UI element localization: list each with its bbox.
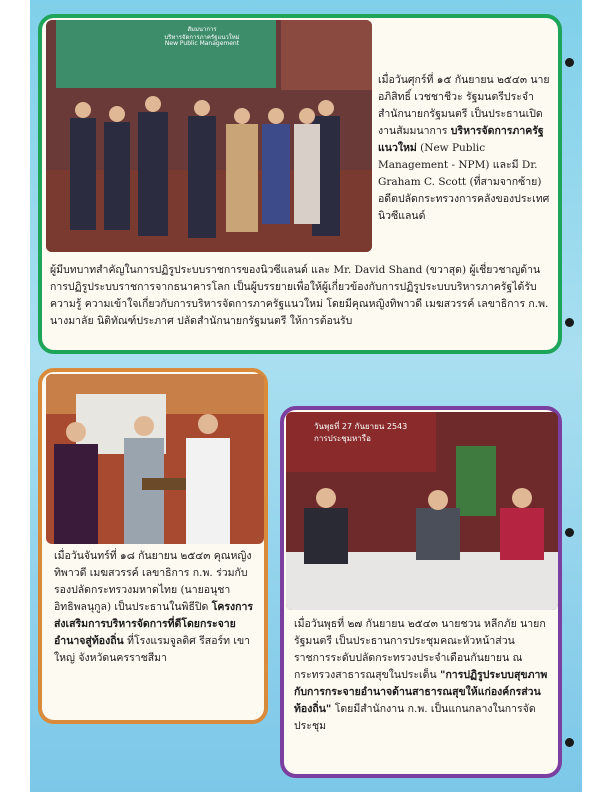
left-news-panel [38,368,268,724]
right-text-intro: เมื่อวันพุธที่ ๒๗ กันยายน ๒๕๔๓ นายชวน หลีกภัย นายกรัฐมนตรี เป็นประธานการประชุมคณะหัวหน้าส่วนราชการระดับปลัดกระทรวงประจำเดือนกันยายน ณ กระทรวงสาธารณสุขในประเด็น [294,618,546,681]
right-text-closing: โดยมีสำนักงาน ก.พ. เป็นแกนกลางในการจัดประชุม [294,703,536,732]
project-title: โครงการส่งเสริมการบริหารจัดการที่ดีโดยกระจายอำนาจสู่ท้องถิ่น [54,601,254,647]
meeting-topic: "การปฏิรูประบบสุขภาพกับการกระจายอำนาจด้านสาธารณสุขให้แก่องค์กรส่วนท้องถิ่น" [294,669,548,715]
punch-hole [565,58,574,67]
award-ceremony-photo [46,374,264,544]
punch-hole [565,318,574,327]
top-bottom-text: ผู้มีบทบาทสำคัญในการปฏิรูประบบราชการของนิวซีแลนด์ และ Mr. David Shand (ขวาสุด) ผู้เชี่ยวชาญด้านการปฏิรูประบบราชการจากธนาคารโลก เป็นผู้บรรยายเพื่อให้ผู้เกี่ยวข้องกับการปฏิรูประบบบริหารภาครัฐได้รับความรู้ ความเข้าใจเกี่ยวกับการบริหารจัดการภาครัฐแนวใหม่ โดยมีคุณหญิงทิพาวดี เมฆสวรรค์ เลขาธิการ ก.พ. นางมาลัย นิติทัณฑ์ประภาศ ปลัดสำนักนายกรัฐมนตรี ให้การต้อนรับ [50,264,549,327]
photo-banner-line: บริหารจัดการภาครัฐแนวใหม่ [164,34,240,41]
punch-hole [565,528,574,537]
left-text [54,548,258,667]
intro-text: เมื่อวันศุกร์ที่ ๑๕ กันยายน ๒๕๔๓ นายอภิสิทธิ์ เวชชาชีวะ รัฐมนตรีประจำสำนักนายกรัฐมนตรี เป็นประธานเปิดงานสัมมนาการ [378,74,550,137]
punch-hole [565,738,574,747]
seminar-title: บริหารจัดการภาครัฐแนวใหม่ [378,125,544,154]
right-news-panel [280,406,562,778]
npm-label: (New Public Management - NPM) [378,142,490,171]
intro-continued: และมี Dr. Graham C. Scott (ที่สามจากซ้าย) อดีตปลัดกระทรวงการคลังของประเทศนิวซีแลนด์ [378,159,550,222]
right-text [294,616,550,735]
photo-caption: การประชุมหารือ [314,434,371,443]
left-text-intro: เมื่อวันจันทร์ที่ ๑๘ กันยายน ๒๕๔๓ คุณหญิงทิพาวดี เมฆสวรรค์ เลขาธิการ ก.พ. ร่วมกับรองปลัดกระทรวงมหาดไทย (นายอนุชา อิทธิพลนุกูล) เป็นประธานในพิธีปิด [54,550,252,613]
photo-banner-line: สัมมนาการ [187,26,217,33]
top-news-panel [38,14,562,354]
photo-date-caption: วันพุธที่ 27 กันยายน 2543 [314,422,408,431]
seminar-group-photo [46,20,372,252]
left-text-location: ที่โรงแรมจูลดิศ รีสอร์ท เขาใหญ่ จังหวัดนครราชสีมา [54,635,251,664]
photo-banner-line: New Public Management [164,40,240,47]
top-intro-text [378,72,554,225]
